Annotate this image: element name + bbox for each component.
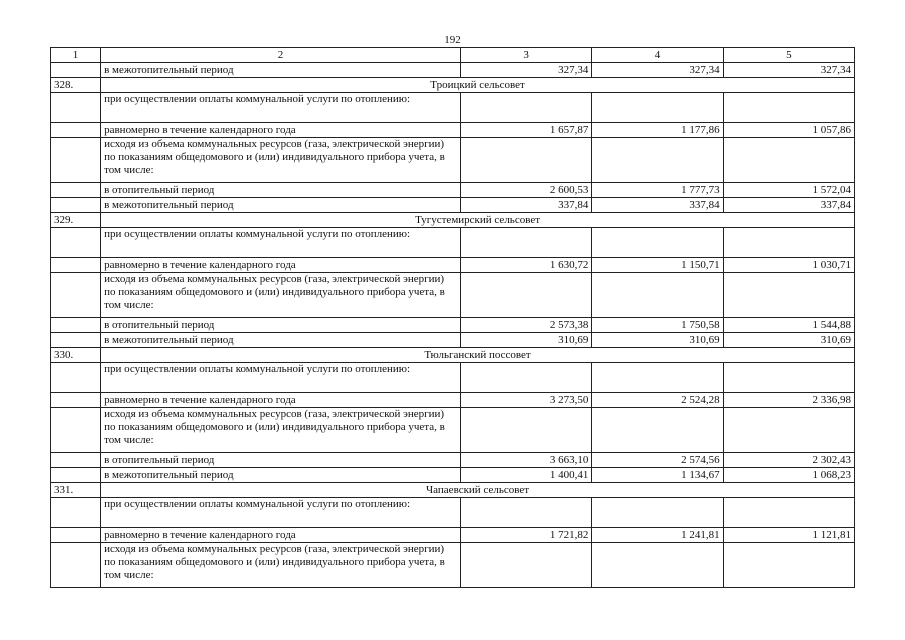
value-col5: 1 121,81 [723,528,854,543]
row-number [51,363,101,393]
section-header-row [51,213,855,228]
row-label: равномерно в течение календарного года [101,393,461,408]
value-col5: 1 030,71 [723,258,854,273]
intro-row [51,228,855,258]
value-col4: 2 524,28 [592,393,723,408]
value-col3: 1 721,82 [461,528,592,543]
value-col3 [461,363,592,393]
value-col5 [723,273,854,318]
section-title: Тугустемирский сельсовет [101,213,855,228]
uniform-row [51,528,855,543]
value-col4: 310,69 [592,333,723,348]
value-col5: 337,84 [723,198,854,213]
row-label: исходя из объема коммунальных ресурсов (газа, электрической энергии) по показаниям общедомового и (или) индивидуального прибора учета, в том числе: [101,273,461,318]
value-col4 [592,273,723,318]
row-label: в межотопительный период [101,333,461,348]
section-header-row [51,483,855,498]
meter-row [51,408,855,453]
value-col3 [461,138,592,183]
section-title: Троицкий сельсовет [101,78,855,93]
section-number: 329. [51,213,101,228]
row-label: в отопительный период [101,183,461,198]
uniform-row [51,258,855,273]
page-number: 192 [444,34,461,46]
uniform-row [51,123,855,138]
value-col3: 327,34 [461,63,592,78]
value-col3: 1 400,41 [461,468,592,483]
value-col4: 1 241,81 [592,528,723,543]
value-col4 [592,138,723,183]
row-number [51,93,101,123]
row-label: равномерно в течение календарного года [101,258,461,273]
row-label: в отопительный период [101,453,461,468]
column-header-1: 1 [51,48,101,63]
value-col4 [592,228,723,258]
value-col4: 337,84 [592,198,723,213]
meter-row [51,543,855,588]
row-label: равномерно в течение календарного года [101,123,461,138]
value-col3 [461,543,592,588]
value-col5: 1 057,86 [723,123,854,138]
value-col5: 327,34 [723,63,854,78]
value-col4: 2 574,56 [592,453,723,468]
row-label: в межотопительный период [101,468,461,483]
row-number [51,408,101,453]
value-col3: 1 657,87 [461,123,592,138]
section-header-row [51,78,855,93]
value-col5: 1 068,23 [723,468,854,483]
value-col3 [461,93,592,123]
row-number [51,498,101,528]
value-col3 [461,228,592,258]
value-col5: 310,69 [723,333,854,348]
offseason-row [51,333,855,348]
value-col5 [723,543,854,588]
section-title: Чапаевский сельсовет [101,483,855,498]
heating-period-row [51,453,855,468]
value-col5: 1 544,88 [723,318,854,333]
row-number [51,138,101,183]
row-label: при осуществлении оплаты коммунальной услуги по отоплению: [101,228,461,258]
row-number [51,333,101,348]
row-number [51,393,101,408]
value-col3: 3 273,50 [461,393,592,408]
column-header-2: 2 [101,48,461,63]
value-col5 [723,363,854,393]
value-col4: 1 134,67 [592,468,723,483]
value-col3 [461,498,592,528]
row-label: исходя из объема коммунальных ресурсов (газа, электрической энергии) по показаниям общедомового и (или) индивидуального прибора учета, в том числе: [101,408,461,453]
value-col3: 310,69 [461,333,592,348]
table-body [51,48,855,588]
section-header-row [51,348,855,363]
value-col5 [723,93,854,123]
value-col3: 2 573,38 [461,318,592,333]
intro-row [51,363,855,393]
tariff-table [50,47,855,588]
row-number [51,318,101,333]
meter-row [51,273,855,318]
row-number [51,543,101,588]
heating-period-row [51,318,855,333]
row-number [51,528,101,543]
value-col4: 1 150,71 [592,258,723,273]
row-label: при осуществлении оплаты коммунальной услуги по отоплению: [101,498,461,528]
row-number [51,273,101,318]
value-col3: 2 600,53 [461,183,592,198]
column-header-4: 4 [592,48,723,63]
value-col5 [723,228,854,258]
row-label: в межотопительный период [101,63,461,78]
row-number [51,183,101,198]
meter-row [51,138,855,183]
value-col4 [592,498,723,528]
value-col3 [461,408,592,453]
row-number [51,228,101,258]
row-number [51,123,101,138]
row-number [51,198,101,213]
row-label: в отопительный период [101,318,461,333]
value-col4 [592,93,723,123]
section-number: 328. [51,78,101,93]
value-col3: 3 663,10 [461,453,592,468]
carryover-row [51,63,855,78]
row-number [51,63,101,78]
value-col3 [461,273,592,318]
row-number [51,258,101,273]
value-col4: 327,34 [592,63,723,78]
column-header-row [51,48,855,63]
value-col4: 1 777,73 [592,183,723,198]
value-col5: 2 302,43 [723,453,854,468]
value-col5: 2 336,98 [723,393,854,408]
intro-row [51,498,855,528]
value-col3: 337,84 [461,198,592,213]
value-col5 [723,498,854,528]
value-col5 [723,408,854,453]
uniform-row [51,393,855,408]
section-number: 330. [51,348,101,363]
intro-row [51,93,855,123]
value-col5: 1 572,04 [723,183,854,198]
value-col5 [723,138,854,183]
row-number [51,453,101,468]
column-header-5: 5 [723,48,854,63]
value-col4 [592,408,723,453]
value-col4 [592,543,723,588]
value-col3: 1 630,72 [461,258,592,273]
heating-period-row [51,183,855,198]
value-col4: 1 177,86 [592,123,723,138]
row-number [51,468,101,483]
column-header-3: 3 [461,48,592,63]
section-number: 331. [51,483,101,498]
row-label: исходя из объема коммунальных ресурсов (газа, электрической энергии) по показаниям общедомового и (или) индивидуального прибора учета, в том числе: [101,138,461,183]
value-col4 [592,363,723,393]
row-label: при осуществлении оплаты коммунальной услуги по отоплению: [101,93,461,123]
row-label: в межотопительный период [101,198,461,213]
row-label: при осуществлении оплаты коммунальной услуги по отоплению: [101,363,461,393]
offseason-row [51,468,855,483]
value-col4: 1 750,58 [592,318,723,333]
section-title: Тюльганский поссовет [101,348,855,363]
row-label: исходя из объема коммунальных ресурсов (газа, электрической энергии) по показаниям общедомового и (или) индивидуального прибора учета, в том числе: [101,543,461,588]
row-label: равномерно в течение календарного года [101,528,461,543]
offseason-row [51,198,855,213]
